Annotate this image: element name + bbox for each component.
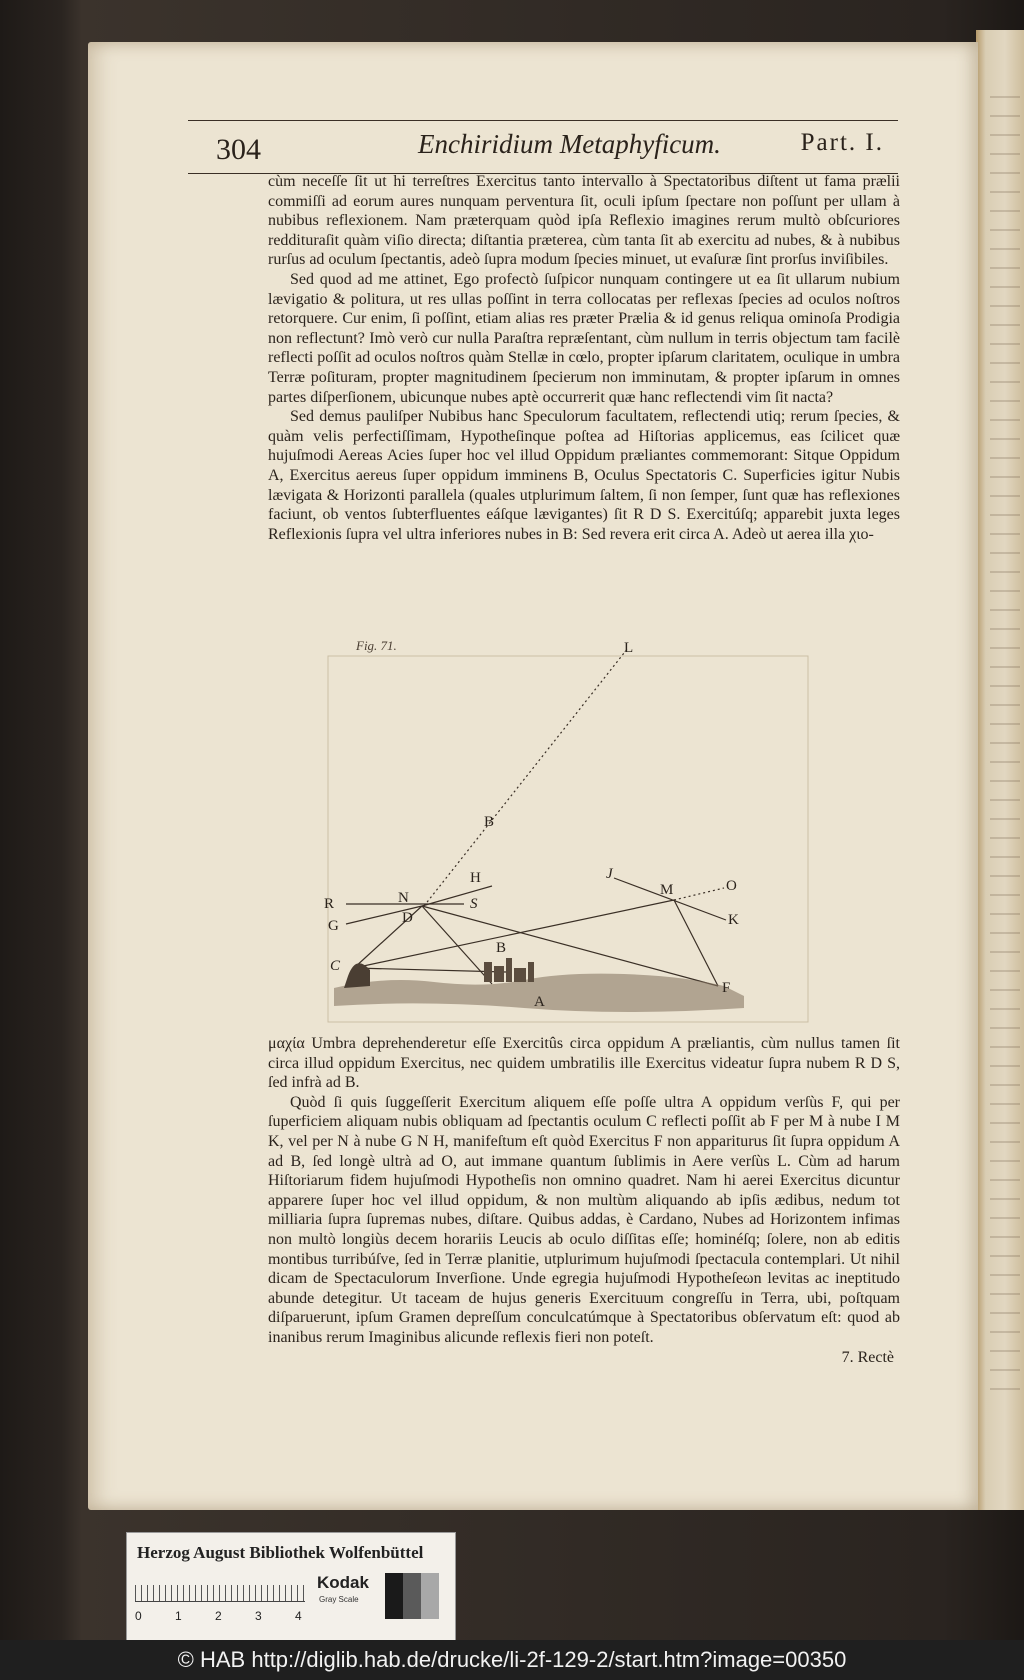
label-M: M <box>660 882 674 898</box>
page-number: 304 <box>216 133 261 166</box>
line-C-B <box>354 968 506 972</box>
line-N-L <box>424 648 628 906</box>
label-D: D <box>402 910 413 926</box>
color-calibration-bar <box>126 1532 456 1646</box>
gray-swatch-black <box>385 1573 403 1619</box>
ruler-number: 2 <box>215 1609 222 1623</box>
geometric-diagram <box>324 636 812 1034</box>
catchword: 7. Rectè <box>841 1348 894 1366</box>
town-house <box>514 968 526 982</box>
footer-text: © HAB http://diglib.hab.de/drucke/li-2f-129-2/start.htm?image=00350 <box>177 1647 847 1672</box>
line-M-O <box>674 888 724 900</box>
ruler-numbers <box>135 1609 335 1623</box>
paragraph: Sed demus pauliſper Nubibus hanc Speculorum facultatem, reflectendi utiq; rerum ſpecies, & quàm velis perfectiſſimam, Hypotheſinque poſtea ad Hiſtorias applicemus, eas ſcilicet quæ hujuſmodi Aereas Acies ſuper hoc vel illud Oppidum præliantes commemorant: Sitque Oppidum A, Exercitus aereus ſuper oppidum imminens B, Oculus Spectatoris C. Superficies igitur Nubis lævigata & Horizonti parallela (quales utplurimum ſaltem, ſi non ſemper, ſunt quæ has reflexiones faciunt, ob ventos ſubterfluentes eáſque lævigantes) ſit R D S. Exercitúſq; apparebit juxta leges Reflexionis ſupra vel ultra inferiores nubes in B: Sed revera erit circa A. Adeò ut aerea illa χιο- <box>268 408 900 543</box>
ruler-number: 0 <box>135 1609 142 1623</box>
part-label: Part. I. <box>800 129 884 156</box>
label-S: S <box>470 896 478 912</box>
footer-copyright-bar <box>0 1640 1024 1680</box>
ruler-number: 3 <box>255 1609 262 1623</box>
town-tower <box>484 962 492 982</box>
measurement-ruler <box>135 1573 305 1602</box>
town-house <box>494 966 504 982</box>
label-O: O <box>726 878 737 894</box>
gray-swatch-dark <box>403 1573 421 1619</box>
label-N: N <box>398 890 409 906</box>
page-header <box>188 120 898 174</box>
label-J: J <box>606 866 613 882</box>
town-tower <box>528 962 534 982</box>
line-N-A <box>422 906 492 984</box>
paragraph: Quòd ſi quis ſuggeſſerit Exercitum aliquem eſſe poſſe ultra A oppidum verſùs F, qui per ſuperficiem aliquam nubis obliquam ad ſpectantis oculum C reflecti poſſit ab F per M à nube I M K, vel per N à nube G N H, manifeſtum eſt quòd Exercitus F non appariturus ſit ſupra oppidum A ad B, ſed longè ultrà ad O, aut immane quantum ſublimis in Aere verſùs L. Cùm ad harum Hiſtoriarum fidem hujuſmodi Hypotheſis non omnino quadret. Nam hi aerei Exercitus dicuntur apparere ſuper hoc vel illud oppidum, & non multùm aliquando ab ipſis ædibus, nedum tot milliaria ſupra ſupremas nubes, diſtare. Quibus addas, è Cardano, Nubes ad Horizontem infimas non multò longiùs decem horariis Leucis ab oculo diſſitas eſſe; hominéſq; ſolere, non ab editis montibus turribúſve, ſed in Terræ planitie, utplurimum hujuſmodi ſpectacula contemplari. Ut nihil dicam de Spectaculorum Inverſione. Unde egregia hujuſmodi Hypotheſeωn levitas ac ineptitudo abunde detegitur. Ut taceam de hujus generis Exercituum congreſſu in Terra, ubi, poſtquam diſparuerunt, ipſum Gramen depreſſum conculcatúmque à Spectatoribus obſervatum eſt: quod ab inanibus rerum Imaginibus alicunde reflexis fieri non poteſt. <box>268 1093 900 1346</box>
label-F: F <box>722 980 731 996</box>
body-text-top <box>268 172 900 544</box>
paragraph: μαχία Umbra deprehenderetur eſſe Exercitûs circa oppidum A præliantis, cùm nullus tamen ſit circa illud oppidum Exercitus, nec quidem umbratilis ille Exercitus videatur ſupra nubem R D S, ſed infrà ad B. <box>268 1035 900 1092</box>
town-A <box>484 958 534 982</box>
label-A: A <box>534 994 545 1010</box>
ruler-number: 4 <box>295 1609 302 1623</box>
spectator-mound <box>344 963 370 988</box>
town-tower <box>506 958 512 982</box>
kodak-brand: Kodak <box>317 1573 369 1592</box>
label-B-upper: B <box>484 814 495 830</box>
label-K: K <box>728 912 739 928</box>
label-R: R <box>324 896 335 912</box>
label-H: H <box>470 870 481 886</box>
label-L: L <box>624 640 634 656</box>
facing-page-text <box>990 90 1020 1390</box>
library-name: Herzog August Bibliothek Wolfenbüttel <box>137 1543 424 1562</box>
running-title: Enchiridium Metaphyficum. <box>418 129 721 159</box>
figure-71 <box>324 636 812 1034</box>
label-B-lower: B <box>496 940 507 956</box>
ruler-number: 1 <box>175 1609 182 1623</box>
line-N-H <box>422 886 492 906</box>
line-M-F <box>674 900 718 986</box>
diagram-lines <box>346 648 726 986</box>
gray-swatch-light <box>421 1573 439 1619</box>
figure-caption: Fig. 71. <box>356 638 397 653</box>
line-N-F <box>422 906 718 986</box>
body-text-bottom <box>268 1034 900 1367</box>
label-C: C <box>330 958 341 974</box>
plate-border <box>328 656 808 1022</box>
label-G: G <box>328 918 339 934</box>
facing-page-edge <box>976 30 1024 1510</box>
paragraph: cùm neceſſe ſit ut hi terreſtres Exercitus tanto intervallo à Spectatoribus diſtent ut fama prælii commiſſi ad eorum aures nunquam perventura ſit, oculi ipſum ſpectare non poſſunt per ullam à nubibus reflexionem. Nam præterquam quòd ipſa Reflexio imagines rerum multò obſcuriores reddituraſit quàm viſio directa; diſtantia præterea, cùm tanta ſit ab exercitu ad nubes, & à nubibus rurſus ad oculum ſpectantis, adeò ſupra modum ſpecies minuet, ut evaſuræ ſint prorſus inviſibiles. <box>268 173 900 269</box>
paragraph: Sed quod ad me attinet, Ego profectò ſuſpicor nunquam contingere ut ea ſit ullarum nubium lævigatio & politura, ut res ullas poſſint in terra collocatas per reflexas ſpecies ad oculos noſtros retorquere. Cur enim, ſi poſſint, etiam alias res præter Prælia & id genus reliqua ominoſa Prodigia non reflectunt? Imò verò cur nulla Paraſtra repræſentant, cùm nullum in terris objectum tam facilè reflecti poſſit ad oculos noſtros quàm Stellæ in cœlo, propter ipſarum claritatem, oculique in umbra Terræ poſituram, propter magnitudinem ſpecierum non imminutam, & propter ipſarum in omnes partes diſperſionem, ubicunque nubes aptè occurrerit quæ hanc reflectendi vim ſit nacta? <box>268 270 900 406</box>
kodak-subtitle: Gray Scale <box>319 1595 359 1604</box>
